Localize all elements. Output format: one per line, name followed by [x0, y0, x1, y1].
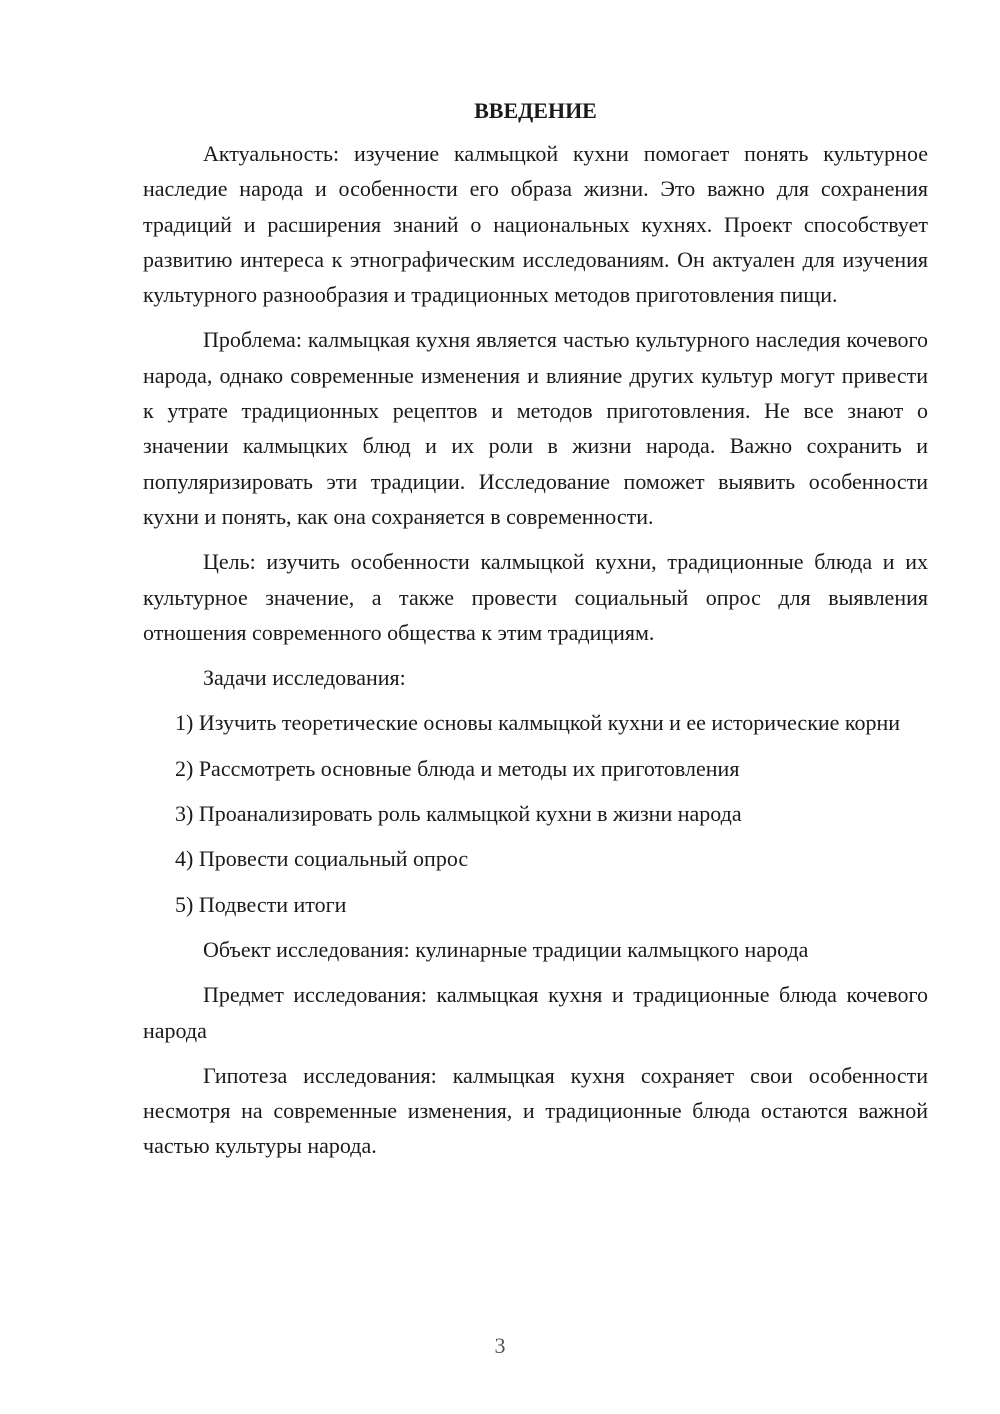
list-item: 3) Проанализировать роль калмыцкой кухни в жизни народа	[175, 801, 742, 827]
tasks-list	[143, 705, 928, 921]
paragraph-relevance: Актуальность: изучение калмыцкой кухни помогает понять культурное наследие народа и особенности его образа жизни. Это важно для сохранения традиций и расширения знаний о национальных кухнях. Проект способствует развитию интереса к этнографическим исследованиям. Он актуален для изучения культурного разнообразия и традиционных методов приготовления пищи.	[143, 141, 928, 308]
list-item: 2) Рассмотреть основные блюда и методы их приготовления	[175, 755, 740, 781]
page-title: ВВЕДЕНИЕ	[474, 98, 597, 123]
list-item: 4) Провести социальный опрос	[175, 846, 469, 872]
list-item: 5) Подвести итоги	[175, 891, 347, 917]
list-item: 1) Изучить теоретические основы калмыцкой кухни и ее исторические корни	[175, 710, 901, 736]
paragraph-problem: Проблема: калмыцкая кухня является частью культурного наследия кочевого народа, однако современные изменения и влияние других культур могут привести к утрате традиционных рецептов и методов приготовления. Не все знают о значении калмыцких блюд и их роли в жизни народа. Важно сохранить и популяризировать эти традиции. Исследование поможет выявить особенности кухни и понять, как она сохраняется в современности.	[143, 327, 928, 529]
page-number: 3	[494, 1333, 506, 1358]
paragraph-tasks-heading: Задачи исследования:	[203, 665, 406, 691]
paragraph-object: Объект исследования: кулинарные традиции калмыцкого народа	[203, 936, 809, 962]
paragraph-subject: Предмет исследования: калмыцкая кухня и традиционные блюда кочевого народа	[143, 982, 928, 1043]
document-page	[143, 96, 928, 1174]
paragraph-goal: Цель: изучить особенности калмыцкой кухни, традиционные блюда и их культурное значение, а также провести социальный опрос для выявления отношения современного общества к этим традициям.	[143, 549, 928, 645]
paragraph-hypothesis: Гипотеза исследования: калмыцкая кухня сохраняет свои особенности несмотря на современные изменения, и традиционные блюда остаются важной частью культуры народа.	[143, 1062, 928, 1159]
